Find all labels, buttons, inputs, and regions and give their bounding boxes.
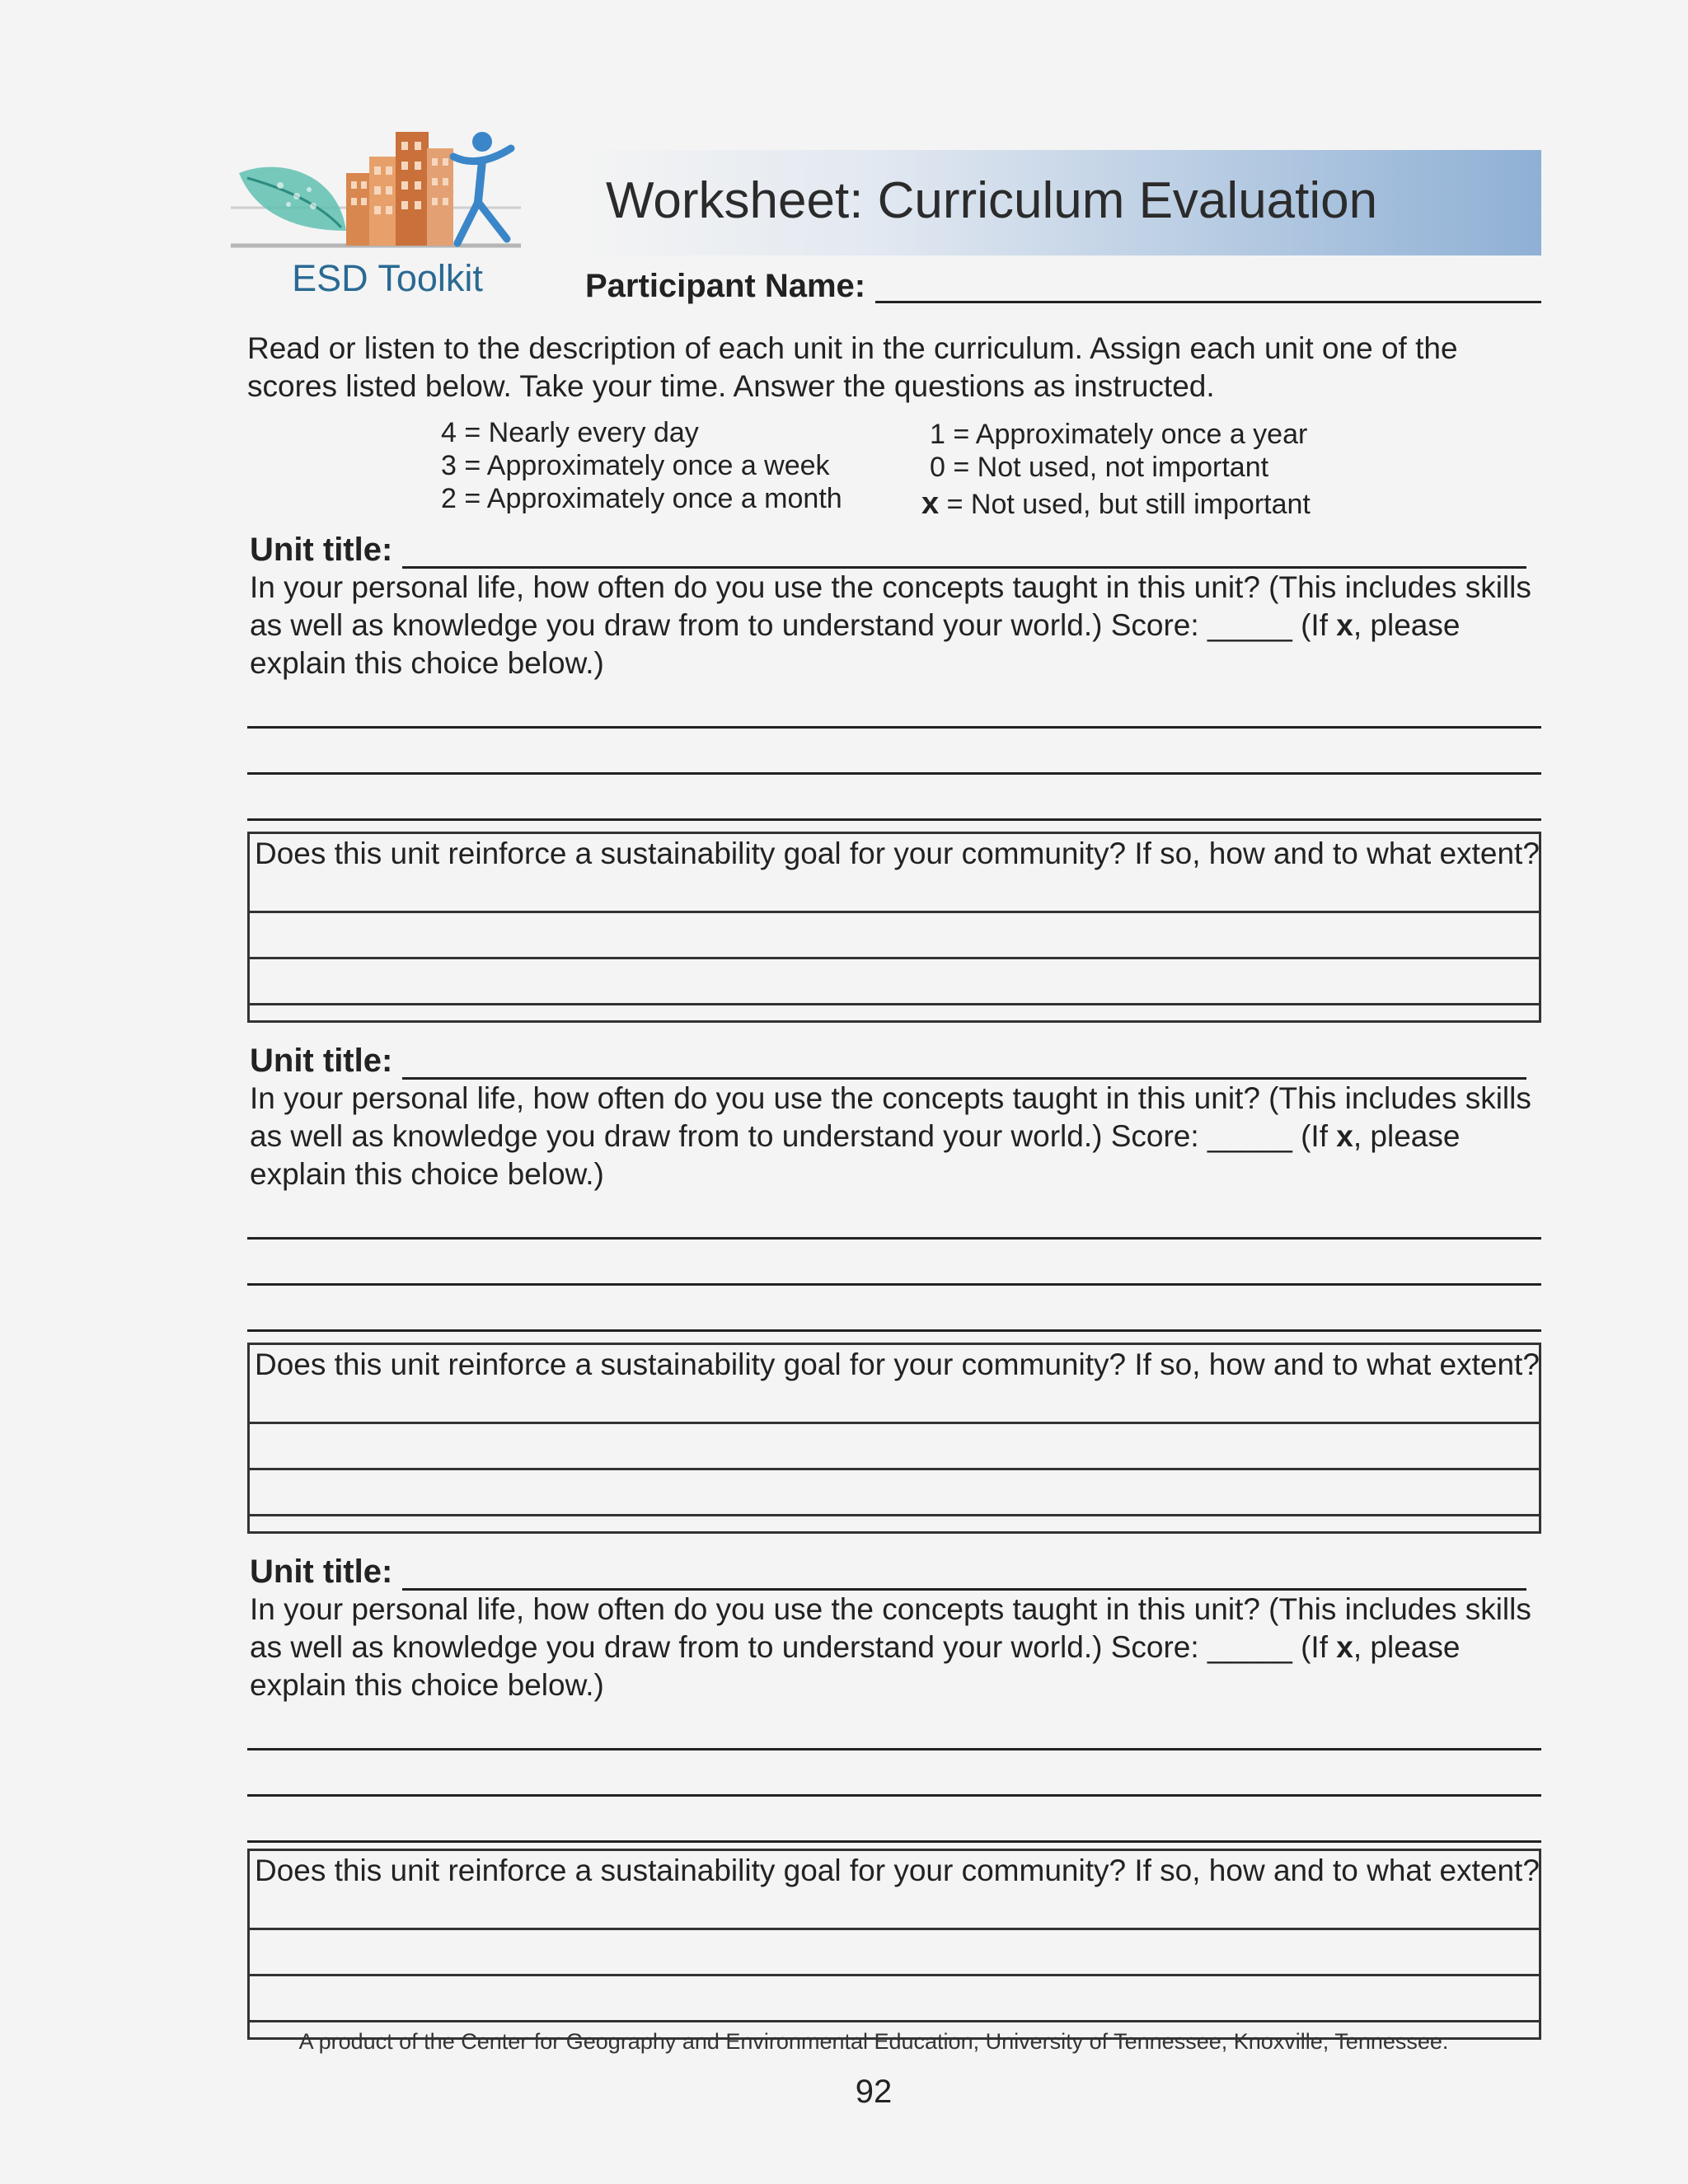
- goal-answer-line-2[interactable]: [250, 1468, 1539, 1470]
- score-x-text: = Not used, but still important: [939, 489, 1311, 520]
- usage-question-x: x: [1336, 1119, 1353, 1153]
- score-x: [921, 486, 1311, 522]
- goal-answer-line-2[interactable]: [250, 957, 1539, 959]
- explanation-line-1[interactable]: [247, 726, 1541, 729]
- instructions-text: Read or listen to the description of each unit in the curriculum. Assign each unit one of the scores listed below. Take your time. Answer the questions as instructed.: [247, 331, 1458, 403]
- goal-answer-line-3[interactable]: [250, 1003, 1539, 1005]
- explanation-line-2[interactable]: [247, 772, 1541, 775]
- unit-section-3: [0, 1554, 1688, 2064]
- score-0: 0 = Not used, not important: [930, 452, 1269, 483]
- usage-question-x: x: [1336, 1630, 1353, 1664]
- usage-question: [250, 1591, 1552, 1704]
- sustainability-goal-question: Does this unit reinforce a sustainability goal for your community? If so, how and to what extent?: [255, 837, 1540, 870]
- page-title: Worksheet: Curriculum Evaluation: [606, 172, 1378, 229]
- usage-question-part1: In your personal life, how often do you use the concepts taught in this unit? (This includes skills as well as knowledge you draw from to understand your world.) Score: _____ (If: [250, 1081, 1531, 1153]
- explanation-line-1[interactable]: [247, 1237, 1541, 1240]
- unit-section-2: [0, 1043, 1688, 1554]
- explanation-line-3[interactable]: [247, 818, 1541, 821]
- sustainability-goal-box: [247, 1849, 1541, 2040]
- usage-question-part1: In your personal life, how often do you use the concepts taught in this unit? (This includes skills as well as knowledge you draw from to understand your world.) Score: _____ (If: [250, 1592, 1531, 1664]
- goal-answer-line-1[interactable]: [250, 1928, 1539, 1930]
- goal-answer-line-1[interactable]: [250, 911, 1539, 913]
- score-x-key: x: [921, 486, 940, 521]
- unit-title-label: Unit title:: [250, 1554, 393, 1590]
- explanation-line-2[interactable]: [247, 1283, 1541, 1286]
- sustainability-goal-question: Does this unit reinforce a sustainability goal for your community? If so, how and to what extent?: [255, 1347, 1540, 1381]
- usage-question-part2: , please explain this choice below.): [250, 608, 1461, 680]
- usage-question-part1: In your personal life, how often do you use the concepts taught in this unit? (This includes skills as well as knowledge you draw from to understand your world.) Score: _____ (If: [250, 570, 1531, 642]
- sustainability-goal-box: [247, 1343, 1541, 1534]
- explanation-line-2[interactable]: [247, 1794, 1541, 1797]
- goal-answer-line-3[interactable]: [250, 1514, 1539, 1516]
- score-2: 2 = Approximately once a month: [441, 483, 842, 514]
- sustainability-goal-question: Does this unit reinforce a sustainability goal for your community? If so, how and to what extent?: [255, 1854, 1540, 1887]
- participant-name-field[interactable]: [875, 301, 1541, 303]
- logo-caption: ESD Toolkit: [292, 257, 483, 299]
- usage-question-part2: , please explain this choice below.): [250, 1119, 1461, 1191]
- participant-name-label: Participant Name:: [585, 268, 866, 304]
- explanation-line-3[interactable]: [247, 1329, 1541, 1332]
- usage-question: [250, 1080, 1552, 1193]
- goal-answer-line-2[interactable]: [250, 1974, 1539, 1976]
- unit-title-label: Unit title:: [250, 1043, 393, 1079]
- usage-question-x: x: [1336, 608, 1353, 642]
- explanation-line-1[interactable]: [247, 1748, 1541, 1750]
- goal-answer-line-1[interactable]: [250, 1422, 1539, 1424]
- goal-answer-line-3[interactable]: [250, 2020, 1539, 2022]
- score-4: 4 = Nearly every day: [441, 417, 699, 448]
- explanation-line-3[interactable]: [247, 1840, 1541, 1843]
- sustainability-goal-box: [247, 832, 1541, 1023]
- usage-question-part2: , please explain this choice below.): [250, 1630, 1461, 1702]
- score-1: 1 = Approximately once a year: [930, 419, 1308, 450]
- page-number: 92: [855, 2074, 893, 2110]
- footer-credit: A product of the Center for Geography and Environmental Education, University of Tennessee, Knoxville, Tennessee.: [298, 2029, 1449, 2054]
- usage-question: [250, 569, 1552, 682]
- score-3: 3 = Approximately once a week: [441, 450, 830, 481]
- unit-section-1: [0, 532, 1688, 1043]
- esd-toolkit-logo: [231, 124, 528, 255]
- unit-title-label: Unit title:: [250, 532, 393, 568]
